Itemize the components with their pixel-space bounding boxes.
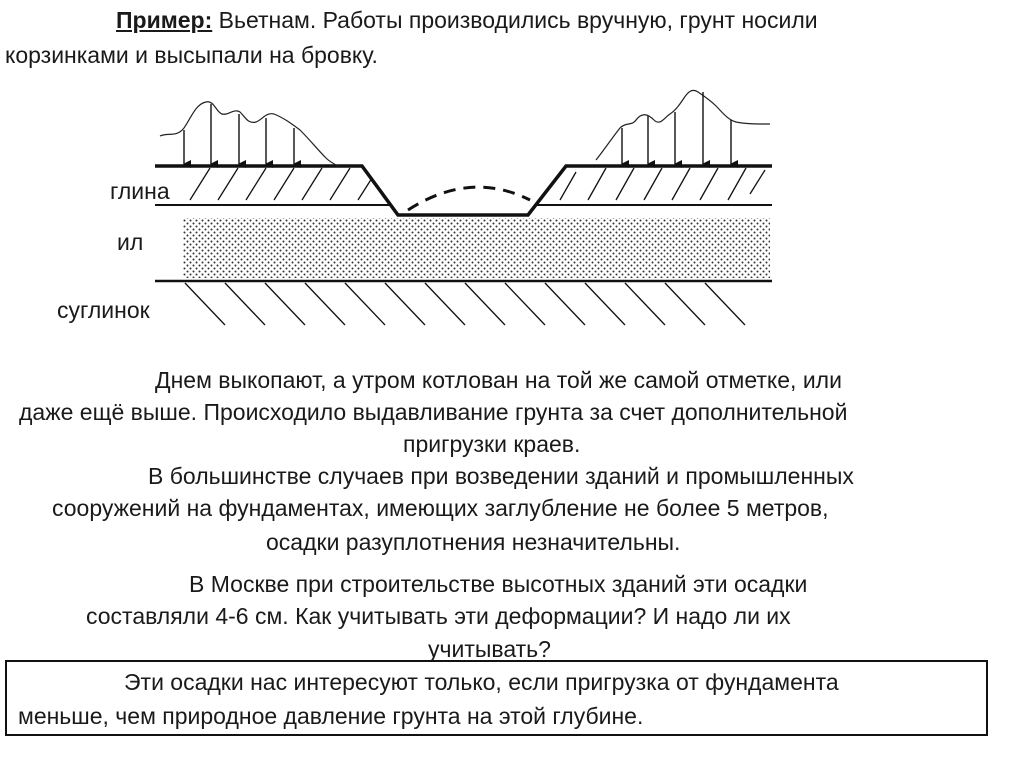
spoil-pile-left-outline	[160, 102, 338, 166]
silt-layer-label: ил	[117, 229, 144, 255]
example-label: Пример:	[116, 7, 213, 33]
paragraph-1-line-2: даже ещё выше. Происходило выдавливание грунта за счет дополнительной	[19, 399, 848, 425]
load-arrows-right	[622, 92, 731, 164]
answer-line-1: Эти осадки нас интересуют только, если пригрузка от фундамента	[124, 669, 839, 695]
ground-surface-with-pit	[155, 166, 772, 215]
paragraph-3-line-2: составляли 4-6 см. Как учитывать эти деформации? И надо ли их	[86, 603, 791, 629]
header-line-1-text: Вьетнам. Работы производились вручную, грунт носили	[212, 7, 818, 33]
loam-layer-label: суглинок	[57, 297, 150, 323]
header-line-2: корзинками и высыпали на бровку.	[5, 42, 378, 68]
clay-hatching-right	[560, 168, 765, 200]
paragraph-3-line-1: В Москве при строительстве высотных зданий эти осадки	[189, 571, 808, 597]
load-arrows-left	[184, 104, 294, 164]
paragraph-2-line-3: осадки разуплотнения незначительны.	[266, 529, 681, 555]
paragraph-1-line-3: пригрузки краев.	[403, 431, 581, 457]
paragraph-3-line-3: учитывать?	[428, 636, 551, 662]
paragraph-1-line-1: Днем выкопают, а утром котлован на той же самой отметке, или	[155, 367, 842, 393]
clay-layer-label: глина	[110, 178, 170, 204]
heave-dashed-curve	[408, 187, 530, 210]
loam-hatching	[185, 283, 745, 325]
clay-hatching-left	[190, 168, 372, 200]
answer-line-2: меньше, чем природное давление грунта на этой глубине.	[18, 703, 644, 729]
silt-layer	[183, 218, 770, 278]
paragraph-2-line-2: сооружений на фундаментах, имеющих заглубление не более 5 метров,	[52, 495, 829, 521]
paragraph-2-line-1: В большинстве случаев при возведении зданий и промышленных	[148, 463, 854, 489]
